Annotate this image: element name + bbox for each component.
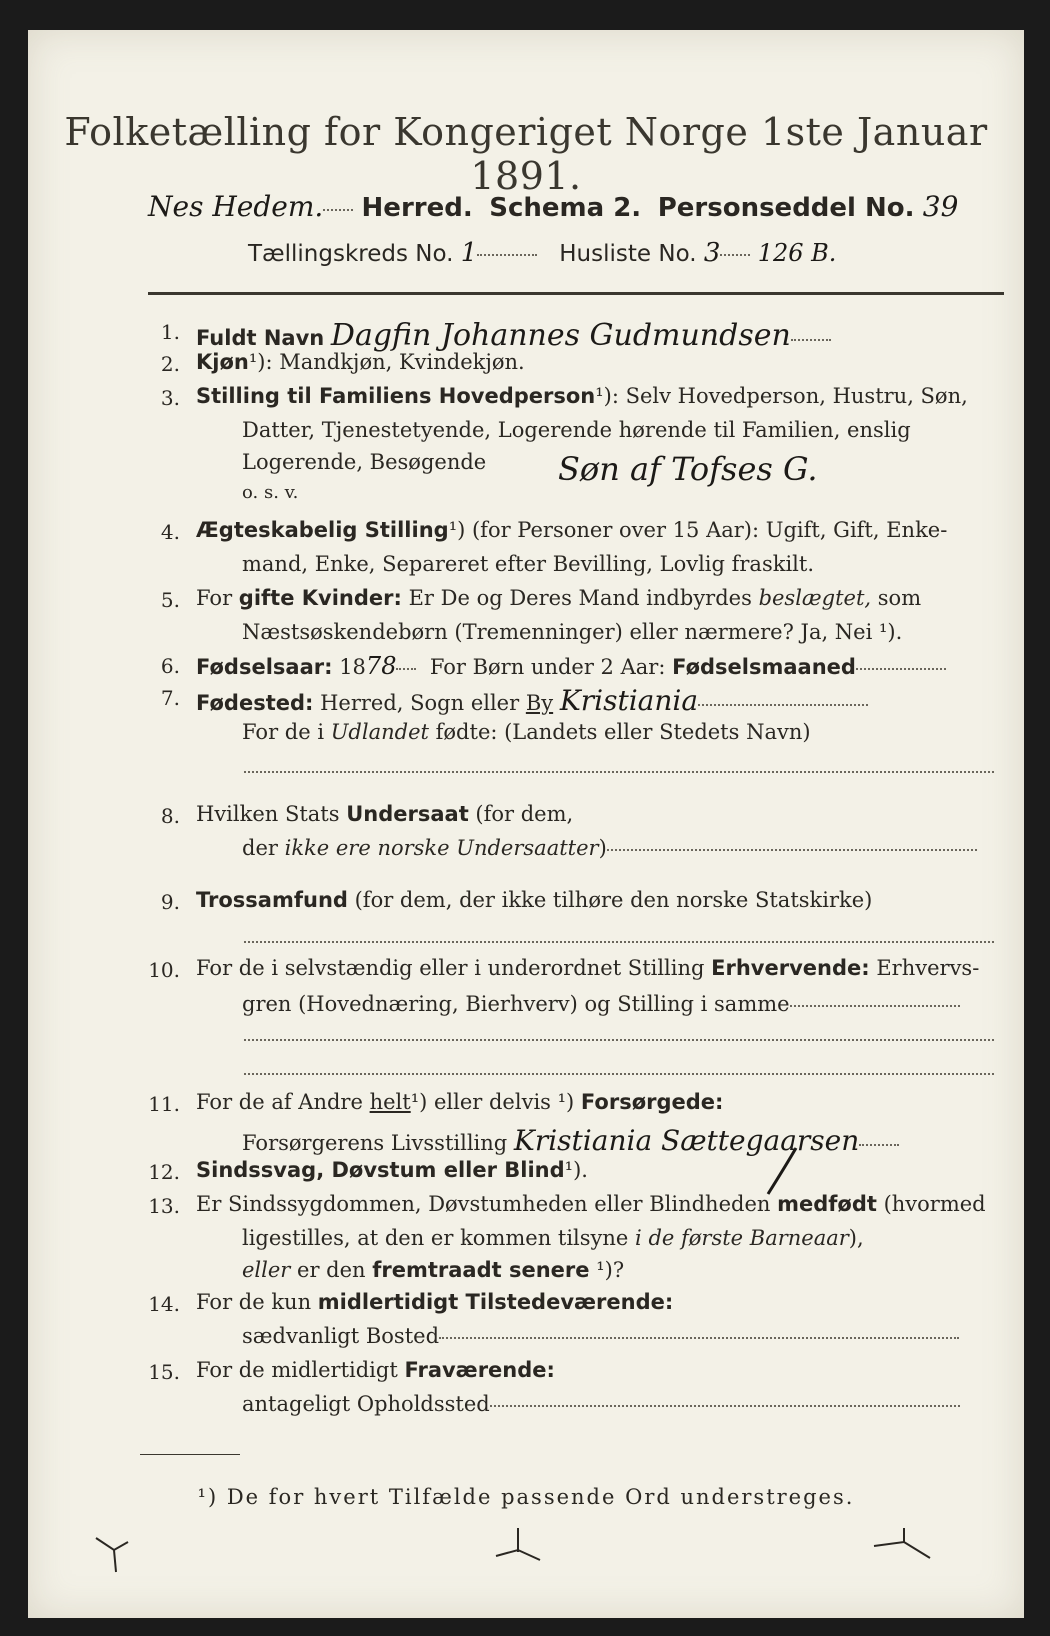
birthplace-label: Fødested: — [196, 691, 314, 715]
congenital-label: medfødt — [777, 1192, 877, 1216]
item-3 — [196, 384, 968, 408]
item-14-line-2 — [242, 1324, 959, 1348]
religion-text: (for dem, der ikke tilhøre den norske Statskirke) — [354, 888, 873, 912]
married-women-text-2: Næstsøskendebørn (Tremenninger) eller nærmere? Ja, Nei ¹). — [242, 620, 903, 644]
item-6 — [196, 652, 946, 680]
family-position-text-2: Datter, Tjenestetyende, Logerende hørende til Familien, enslig — [242, 418, 911, 442]
occupation-text-2: gren (Hovednæring, Bierhverv) og Stilling i samme — [242, 992, 790, 1016]
personseddel-number: 39 — [922, 190, 959, 223]
citizenship-text: Hvilken Stats — [196, 802, 340, 826]
item-9 — [196, 888, 872, 912]
full-name-label: Fuldt Navn — [196, 326, 325, 350]
congenital-text-3: er den — [297, 1258, 366, 1282]
item-13-line-3 — [242, 1258, 624, 1282]
kreds-number: 1 — [460, 238, 478, 268]
gender-options: ¹): Mandkjøn, Kvindekjøn. — [248, 350, 525, 374]
item-1 — [196, 318, 831, 353]
husliste-number-2: 126 B. — [757, 239, 837, 267]
corner-mark-right — [870, 1520, 940, 1570]
supported-helt: helt — [369, 1090, 411, 1114]
item-5 — [196, 586, 921, 610]
abroad-ital: Udlandet — [330, 720, 429, 744]
family-position-value: Søn af Tofses G. — [558, 450, 818, 488]
congenital-text: Er Sindssygdommen, Døvstumheden eller Blindheden — [196, 1192, 771, 1216]
item-7 — [196, 684, 868, 717]
citizenship-text-2: der — [242, 836, 278, 860]
supported-text-b: ¹) eller delvis ¹) — [410, 1090, 575, 1114]
disability-label: Sindssvag, Døvstum eller Blind — [196, 1158, 565, 1182]
family-position-text: ¹): Selv Hovedperson, Hustru, Søn, — [595, 384, 968, 408]
item-10-line-2 — [242, 992, 960, 1016]
marital-status-text-2: mand, Enke, Separeret efter Bevilling, Lovlig fraskilt. — [242, 552, 815, 576]
item-number: 14. — [148, 1292, 180, 1316]
later-onset-label: fremtraadt senere — [372, 1258, 590, 1282]
full-name-value: Dagfin Johannes Gudmundsen — [330, 318, 791, 353]
marital-status-text: ¹) (for Personer over 15 Aar): Ugift, Gift, Enke- — [448, 518, 948, 542]
supported-label: Forsørgede: — [580, 1090, 724, 1114]
item-15-line-2 — [242, 1392, 960, 1416]
birth-year-label: Fødselsaar: — [196, 655, 333, 679]
family-position-text-3: Logerende, Besøgende — [242, 450, 487, 474]
header-line-3 — [248, 238, 836, 268]
q5-text-b: som — [877, 586, 922, 610]
temp-absent-text: For de midlertidigt — [196, 1358, 398, 1382]
item-number: 5. — [160, 588, 180, 612]
item-number: 11. — [148, 1092, 180, 1116]
item-2 — [196, 350, 525, 374]
occupation-label: Erhvervende: — [711, 956, 870, 980]
q5-prefix: For — [196, 586, 233, 610]
marital-status-label: Ægteskabelig Stilling — [196, 518, 449, 542]
husliste-label: Husliste No. — [559, 241, 697, 267]
usual-residence-text: sædvanligt Bosted — [242, 1324, 440, 1348]
congenital-text-3b: ¹)? — [596, 1258, 625, 1282]
item-number: 10. — [148, 958, 180, 982]
answer-line — [244, 940, 994, 943]
item-number: 4. — [160, 520, 180, 544]
item-number: 3. — [160, 386, 180, 410]
citizenship-ital: ikke ere norske Undersaatter — [284, 836, 599, 860]
religion-label: Trossamfund — [196, 888, 348, 912]
item-12 — [196, 1158, 588, 1182]
birth-month-text: For Børn under 2 Aar: — [429, 655, 666, 679]
item-number: 6. — [160, 654, 180, 678]
item-number: 7. — [160, 686, 180, 710]
form-title: Folketælling for Kongeriget Norge 1ste Januar 1891. — [64, 110, 988, 198]
temp-present-text: For de kun — [196, 1290, 312, 1314]
birthplace-by: By — [525, 691, 554, 715]
item-8-line-2: der ikke ere norske Undersaatter) — [242, 836, 977, 860]
item-number: 1. — [160, 320, 180, 344]
citizenship-label: Undersaat — [346, 802, 469, 826]
item-10 — [196, 956, 979, 980]
corner-mark-center — [488, 1520, 548, 1570]
item-15 — [196, 1358, 555, 1382]
birth-month-label: Fødselsmaaned — [672, 655, 856, 679]
congenital-text-2: ligestilles, at den er kommen tilsyne — [242, 1226, 629, 1250]
answer-line — [244, 1038, 994, 1041]
family-position-text-4: o. s. v. — [242, 482, 299, 503]
occupation-text-b: Erhvervs- — [876, 956, 980, 980]
item-number: 9. — [160, 890, 180, 914]
temp-absent-label: Fraværende: — [404, 1358, 555, 1382]
answer-line — [244, 770, 994, 773]
occupation-text: For de i selvstændig eller i underordnet Stilling — [196, 956, 705, 980]
footnote-rule — [140, 1454, 240, 1455]
temp-present-label: midlertidigt Tilstedeværende: — [317, 1290, 674, 1314]
congenital-ital-2: eller — [242, 1258, 291, 1282]
item-number: 12. — [148, 1160, 180, 1184]
schema-label: Schema 2. — [489, 193, 642, 223]
provider-value: Kristiania Sættegaarsen — [513, 1124, 860, 1157]
q5-text: Er De og Deres Mand indbyrdes — [408, 586, 752, 610]
personseddel-label: Personseddel No. — [657, 193, 915, 223]
birthplace-value: Kristiania — [559, 684, 699, 717]
item-number: 8. — [160, 804, 180, 828]
abroad-text: For de i — [242, 720, 325, 744]
birth-year-prefix: 18 — [339, 655, 366, 679]
item-number: 13. — [148, 1194, 180, 1218]
item-11 — [196, 1090, 723, 1114]
citizenship-text-b: (for dem, — [475, 802, 574, 826]
provider-text: Forsørgerens Livsstilling — [242, 1131, 508, 1155]
item-number: 15. — [148, 1360, 180, 1384]
header-line-2 — [148, 190, 958, 223]
congenital-ital: i de første Barneaar — [635, 1226, 849, 1250]
item-14 — [196, 1290, 673, 1314]
item-8 — [196, 802, 573, 826]
corner-mark-left — [88, 1530, 138, 1580]
item-7-line-2 — [242, 720, 811, 744]
gender-label: Kjøn — [196, 350, 249, 374]
census-form — [28, 30, 1024, 1618]
congenital-text-b: (hvormed — [883, 1192, 986, 1216]
married-women-label: gifte Kvinder: — [238, 586, 402, 610]
kreds-label: Tællingskreds No. — [248, 241, 454, 267]
probable-residence-text: antageligt Opholdssted — [242, 1392, 490, 1416]
item-number: 2. — [160, 352, 180, 376]
answer-line — [244, 1072, 994, 1075]
family-position-label: Stilling til Familiens Hovedperson — [196, 384, 596, 408]
header-rule — [148, 292, 1004, 295]
disability-text: ¹). — [564, 1158, 588, 1182]
supported-text: For de af Andre — [196, 1090, 363, 1114]
q5-related: beslægtet, — [758, 586, 872, 610]
item-4 — [196, 518, 947, 542]
herred-handwritten: Nes Hedem. — [148, 190, 324, 223]
item-13-line-2: ligestilles, at den er kommen tilsyne i de første Barneaar), — [242, 1226, 864, 1250]
abroad-text-b: fødte: (Landets eller Stedets Navn) — [435, 720, 811, 744]
husliste-number: 3 — [703, 238, 721, 268]
item-13 — [196, 1192, 986, 1216]
birth-year-value: 78 — [365, 652, 397, 680]
herred-label: Herred. — [361, 193, 473, 223]
birthplace-text: Herred, Sogn eller — [320, 691, 520, 715]
footnote: ¹) De for hvert Tilfælde passende Ord understreges. — [197, 1485, 855, 1509]
